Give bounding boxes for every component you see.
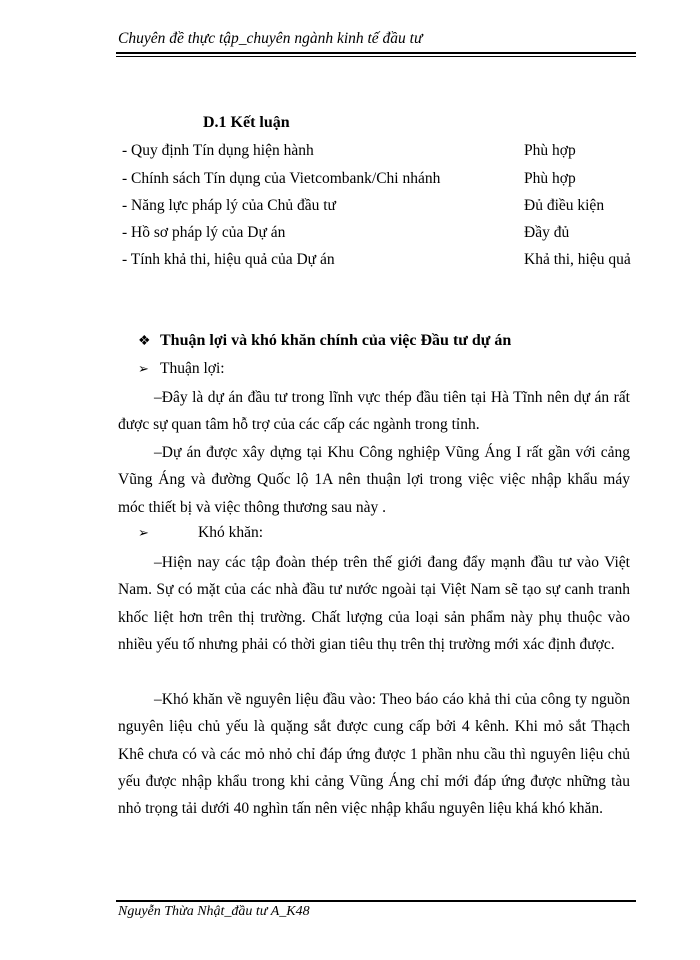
page-header: Chuyên đề thực tập_chuyên ngành kinh tế đầu tư	[118, 30, 423, 47]
conclusion-value: Phù hợp	[524, 142, 576, 159]
page-footer: Nguyễn Thừa Nhật_đầu tư A_K48	[118, 904, 310, 919]
subsection-title-text: Thuận lợi và khó khăn chính của việc Đầu tư dự án	[160, 332, 512, 349]
advantage-paragraph: –Đây là dự án đầu tư trong lĩnh vực thép đầu tiên tại Hà Tĩnh nên dự án rất được sự quan tâm hỗ trợ của các cấp các ngành trong tỉnh.	[118, 389, 630, 434]
section-title: D.1 Kết luận	[203, 114, 290, 131]
difficulty-paragraph: –Khó khăn về nguyên liệu đầu vào: Theo báo cáo khả thi của công ty nguồn nguyên liệu chủ yếu là quặng sắt được cung cấp bởi 4 kênh. Khi mỏ sắt Thạch Khê chưa có và các mỏ nhỏ chỉ đáp ứng được 1 phần nhu cầu thì nguyên liệu chủ yếu được nhập khẩu trong khi cảng Vũng Áng chỉ mới đáp ứng được những tàu nhỏ trọng tải dưới 40 nghìn tấn nên việc nhập khẩu nguyên liệu khá khó khăn.	[118, 691, 630, 818]
subsection-title	[138, 332, 511, 350]
conclusion-value: Đủ điều kiện	[524, 197, 605, 214]
conclusion-value: Phù hợp	[524, 170, 576, 187]
conclusion-label: - Tính khả thi, hiệu quả của Dự án	[122, 251, 335, 268]
footer-rule	[116, 900, 636, 902]
conclusion-label: - Quy định Tín dụng hiện hành	[122, 142, 314, 159]
advantage-paragraph: –Dự án được xây dựng tại Khu Công nghiệp Vũng Áng I rất gần với cảng Vũng Áng và đường Quốc lộ 1A nên thuận lợi trong việc việc nhập khẩu máy móc thiết bị và việc thông thương sau này .	[118, 444, 630, 516]
header-rule	[116, 52, 636, 54]
conclusion-row	[122, 170, 642, 194]
advantages-heading	[138, 360, 225, 378]
conclusion-label: - Hồ sơ pháp lý của Dự án	[122, 224, 286, 241]
header-rule-thin	[116, 56, 636, 57]
conclusion-row	[122, 251, 642, 275]
conclusion-label: - Năng lực pháp lý của Chủ đầu tư	[122, 197, 336, 214]
arrow-bullet-icon: ➢	[138, 361, 149, 376]
diamond-bullet-icon: ❖	[138, 334, 151, 349]
conclusion-value: Khả thi, hiệu quả	[524, 251, 631, 268]
conclusion-row	[122, 197, 642, 221]
difficulties-label: Khó khăn:	[198, 524, 264, 541]
difficulty-paragraph: –Hiện nay các tập đoàn thép trên thế giới đang đẩy mạnh đầu tư vào Việt Nam. Sự có mặt của các nhà đầu tư nước ngoài tại Việt Nam sẽ tạo sự canh tranh khốc liệt hơn trên thị trường. Chất lượng của loại sản phẩm này phụ thuộc vào nhiều yếu tố nhưng phải có thời gian tiêu thụ trên thị trường mới xác định được.	[118, 554, 630, 653]
conclusion-row	[122, 224, 642, 248]
conclusion-row	[122, 142, 642, 166]
arrow-bullet-icon: ➢	[138, 525, 149, 540]
conclusion-value: Đầy đủ	[524, 224, 570, 241]
conclusion-label: - Chính sách Tín dụng của Vietcombank/Chi nhánh	[122, 170, 441, 187]
difficulties-heading	[138, 524, 263, 542]
advantages-label: Thuận lợi:	[160, 360, 225, 377]
